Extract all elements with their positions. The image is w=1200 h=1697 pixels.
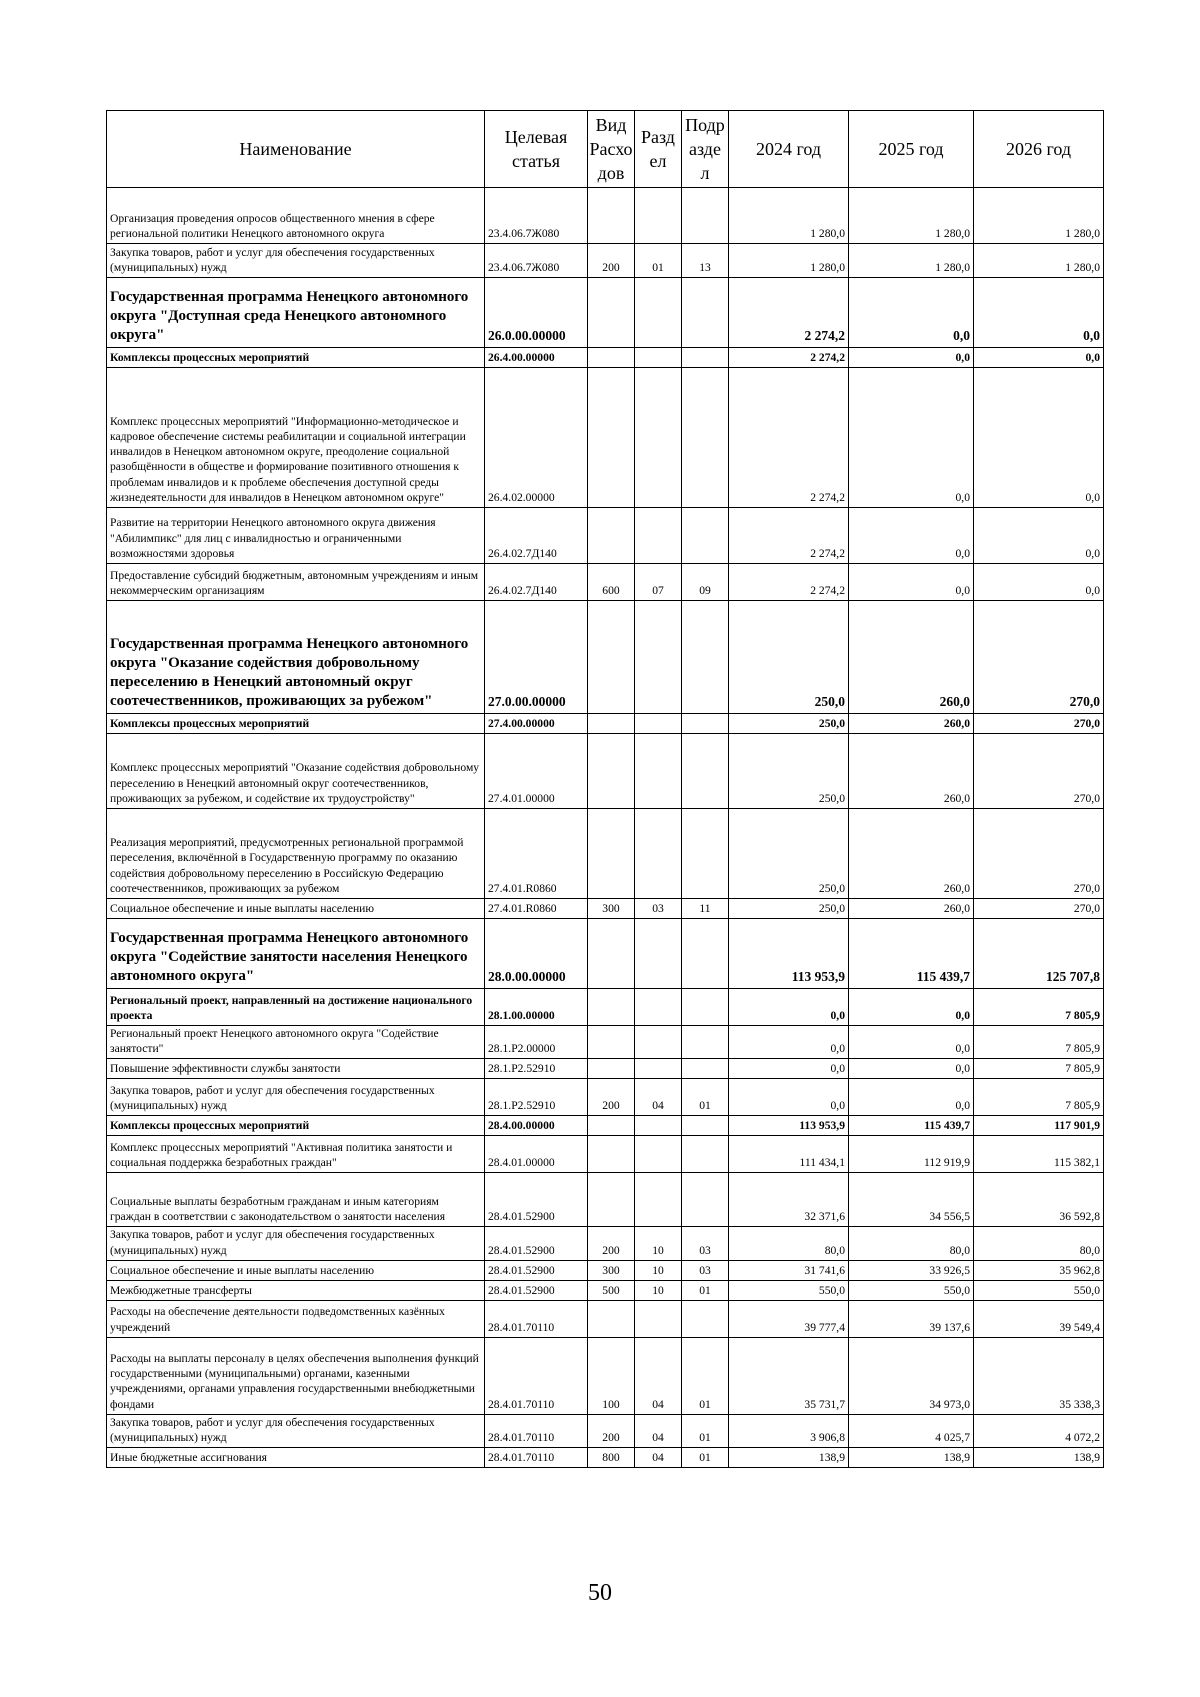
row-target-article: 28.1.P2.52910 bbox=[485, 1059, 588, 1079]
row-amount-2026: 80,0 bbox=[974, 1227, 1104, 1260]
row-section bbox=[635, 601, 682, 714]
row-amount-2026: 0,0 bbox=[974, 564, 1104, 601]
row-subsection bbox=[682, 1300, 729, 1337]
row-amount-2024: 3 906,8 bbox=[729, 1414, 849, 1447]
row-target-article: 26.0.00.00000 bbox=[485, 278, 588, 348]
row-amount-2024: 0,0 bbox=[729, 1079, 849, 1116]
row-name: Комплекс процессных мероприятий "Информационно-методическое и кадровое обеспечение системы реабилитации и социальной интеграции инвалидов в Ненецком автономном округе, преодоление социальной разобщённости в обществе и формирование позитивного отношения к проблемам инвалидов и к проблеме обеспечения доступной среды жизнедеятельности для инвалидов в Ненецком автономном округе" bbox=[107, 368, 485, 508]
row-subsection: 01 bbox=[682, 1280, 729, 1300]
row-amount-2025: 34 556,5 bbox=[849, 1173, 974, 1227]
row-subsection bbox=[682, 368, 729, 508]
row-name: Комплекс процессных мероприятий "Активная политика занятости и социальная поддержка безработных граждан" bbox=[107, 1136, 485, 1173]
row-section bbox=[635, 809, 682, 899]
table-row bbox=[107, 601, 1104, 714]
row-amount-2025: 260,0 bbox=[849, 601, 974, 714]
row-expense-type bbox=[588, 508, 635, 564]
row-name: Комплекс процессных мероприятий "Оказание содействия добровольному переселению в Ненецкий автономный округ соотечественников, проживающих за рубежом, и содействие их трудоустройству" bbox=[107, 734, 485, 809]
table-row bbox=[107, 1026, 1104, 1059]
table-row bbox=[107, 278, 1104, 348]
table-row bbox=[107, 1173, 1104, 1227]
row-subsection: 01 bbox=[682, 1414, 729, 1447]
budget-sheet bbox=[106, 110, 1103, 1468]
row-expense-type bbox=[588, 368, 635, 508]
row-target-article: 28.4.01.00000 bbox=[485, 1136, 588, 1173]
row-target-article: 27.0.00.00000 bbox=[485, 601, 588, 714]
row-amount-2024: 2 274,2 bbox=[729, 348, 849, 368]
row-name: Развитие на территории Ненецкого автономного округа движения "Абилимпикс" для лиц с инвалидностью и ограниченными возможностями здоровья bbox=[107, 508, 485, 564]
row-amount-2024: 113 953,9 bbox=[729, 919, 849, 989]
row-name: Расходы на обеспечение деятельности подведомственных казённых учреждений bbox=[107, 1300, 485, 1337]
row-amount-2024: 250,0 bbox=[729, 601, 849, 714]
row-name: Государственная программа Ненецкого автономного округа "Оказание содействия добровольному переселению в Ненецкий автономный округ соотечественников, проживающих за рубежом" bbox=[107, 601, 485, 714]
header-year-2026: 2026 год bbox=[974, 111, 1104, 188]
row-subsection bbox=[682, 714, 729, 734]
table-row bbox=[107, 809, 1104, 899]
row-name: Повышение эффективности службы занятости bbox=[107, 1059, 485, 1079]
row-amount-2024: 138,9 bbox=[729, 1448, 849, 1468]
row-expense-type bbox=[588, 734, 635, 809]
row-name: Социальное обеспечение и иные выплаты населению bbox=[107, 1260, 485, 1280]
header-subsection: Подр азде л bbox=[682, 111, 729, 188]
row-target-article: 26.4.02.00000 bbox=[485, 368, 588, 508]
row-subsection bbox=[682, 508, 729, 564]
row-amount-2025: 0,0 bbox=[849, 348, 974, 368]
row-amount-2026: 35 338,3 bbox=[974, 1337, 1104, 1414]
row-amount-2025: 80,0 bbox=[849, 1227, 974, 1260]
row-target-article: 28.1.P2.52910 bbox=[485, 1079, 588, 1116]
row-target-article: 27.4.01.00000 bbox=[485, 734, 588, 809]
table-body bbox=[107, 188, 1104, 1468]
row-expense-type: 200 bbox=[588, 244, 635, 278]
row-section bbox=[635, 1059, 682, 1079]
row-amount-2025: 4 025,7 bbox=[849, 1414, 974, 1447]
row-amount-2026: 1 280,0 bbox=[974, 244, 1104, 278]
table-row bbox=[107, 1260, 1104, 1280]
row-expense-type: 800 bbox=[588, 1448, 635, 1468]
row-amount-2026: 270,0 bbox=[974, 601, 1104, 714]
row-section bbox=[635, 348, 682, 368]
row-amount-2026: 7 805,9 bbox=[974, 989, 1104, 1026]
row-amount-2026: 7 805,9 bbox=[974, 1026, 1104, 1059]
row-amount-2024: 550,0 bbox=[729, 1280, 849, 1300]
row-amount-2026: 117 901,9 bbox=[974, 1116, 1104, 1136]
row-target-article: 23.4.06.7Ж080 bbox=[485, 244, 588, 278]
row-section: 04 bbox=[635, 1079, 682, 1116]
row-amount-2025: 1 280,0 bbox=[849, 188, 974, 244]
page-number: 50 bbox=[588, 1580, 612, 1606]
row-target-article: 28.1.P2.00000 bbox=[485, 1026, 588, 1059]
row-amount-2026: 550,0 bbox=[974, 1280, 1104, 1300]
row-amount-2025: 39 137,6 bbox=[849, 1300, 974, 1337]
row-section: 10 bbox=[635, 1260, 682, 1280]
row-target-article: 28.1.00.00000 bbox=[485, 989, 588, 1026]
row-amount-2026: 270,0 bbox=[974, 899, 1104, 919]
row-section bbox=[635, 734, 682, 809]
row-target-article: 26.4.02.7Д140 bbox=[485, 564, 588, 601]
row-expense-type: 200 bbox=[588, 1414, 635, 1447]
row-name: Региональный проект, направленный на достижение национального проекта bbox=[107, 989, 485, 1026]
row-amount-2026: 39 549,4 bbox=[974, 1300, 1104, 1337]
row-section bbox=[635, 278, 682, 348]
row-amount-2025: 260,0 bbox=[849, 809, 974, 899]
row-section bbox=[635, 1116, 682, 1136]
row-name: Социальное обеспечение и иные выплаты населению bbox=[107, 899, 485, 919]
row-amount-2024: 1 280,0 bbox=[729, 244, 849, 278]
row-expense-type bbox=[588, 348, 635, 368]
table-row bbox=[107, 188, 1104, 244]
row-name: Закупка товаров, работ и услуг для обеспечения государственных (муниципальных) нужд bbox=[107, 1227, 485, 1260]
row-amount-2024: 0,0 bbox=[729, 1059, 849, 1079]
row-expense-type bbox=[588, 188, 635, 244]
row-amount-2025: 0,0 bbox=[849, 508, 974, 564]
row-section bbox=[635, 919, 682, 989]
row-amount-2024: 31 741,6 bbox=[729, 1260, 849, 1280]
table-row bbox=[107, 919, 1104, 989]
row-subsection bbox=[682, 809, 729, 899]
row-expense-type bbox=[588, 1116, 635, 1136]
row-expense-type bbox=[588, 989, 635, 1026]
row-expense-type bbox=[588, 714, 635, 734]
row-subsection bbox=[682, 919, 729, 989]
header-name: Наименование bbox=[107, 111, 485, 188]
row-amount-2025: 0,0 bbox=[849, 368, 974, 508]
row-section: 10 bbox=[635, 1227, 682, 1260]
row-amount-2026: 7 805,9 bbox=[974, 1059, 1104, 1079]
row-amount-2026: 0,0 bbox=[974, 278, 1104, 348]
row-amount-2025: 112 919,9 bbox=[849, 1136, 974, 1173]
row-target-article: 28.4.01.70110 bbox=[485, 1300, 588, 1337]
row-expense-type bbox=[588, 1026, 635, 1059]
row-amount-2026: 35 962,8 bbox=[974, 1260, 1104, 1280]
row-name: Межбюджетные трансферты bbox=[107, 1280, 485, 1300]
row-name: Комплексы процессных мероприятий bbox=[107, 714, 485, 734]
row-section bbox=[635, 188, 682, 244]
row-amount-2026: 7 805,9 bbox=[974, 1079, 1104, 1116]
row-section bbox=[635, 1136, 682, 1173]
row-section: 10 bbox=[635, 1280, 682, 1300]
row-name: Государственная программа Ненецкого автономного округа "Содействие занятости населения Ненецкого автономного округа" bbox=[107, 919, 485, 989]
table-row bbox=[107, 1227, 1104, 1260]
budget-table bbox=[106, 110, 1104, 1468]
row-amount-2024: 1 280,0 bbox=[729, 188, 849, 244]
row-amount-2026: 0,0 bbox=[974, 368, 1104, 508]
row-target-article: 27.4.01.R0860 bbox=[485, 899, 588, 919]
row-section bbox=[635, 1026, 682, 1059]
row-amount-2025: 260,0 bbox=[849, 899, 974, 919]
row-target-article: 28.4.01.52900 bbox=[485, 1227, 588, 1260]
row-amount-2026: 0,0 bbox=[974, 508, 1104, 564]
row-amount-2025: 260,0 bbox=[849, 734, 974, 809]
row-target-article: 26.4.00.00000 bbox=[485, 348, 588, 368]
table-row bbox=[107, 734, 1104, 809]
row-name: Расходы на выплаты персоналу в целях обеспечения выполнения функций государственными (муниципальными) органами, казенными учреждениями, органами управления государственными внебюджетными фондами bbox=[107, 1337, 485, 1414]
row-expense-type bbox=[588, 919, 635, 989]
row-subsection bbox=[682, 278, 729, 348]
row-amount-2024: 32 371,6 bbox=[729, 1173, 849, 1227]
row-amount-2026: 0,0 bbox=[974, 348, 1104, 368]
table-row bbox=[107, 244, 1104, 278]
row-section: 04 bbox=[635, 1337, 682, 1414]
table-row bbox=[107, 714, 1104, 734]
row-target-article: 28.4.01.52900 bbox=[485, 1260, 588, 1280]
row-section: 01 bbox=[635, 244, 682, 278]
row-amount-2024: 250,0 bbox=[729, 734, 849, 809]
row-amount-2025: 0,0 bbox=[849, 278, 974, 348]
row-name: Региональный проект Ненецкого автономного округа "Содействие занятости" bbox=[107, 1026, 485, 1059]
row-amount-2026: 4 072,2 bbox=[974, 1414, 1104, 1447]
row-expense-type bbox=[588, 1300, 635, 1337]
table-row bbox=[107, 1136, 1104, 1173]
row-expense-type: 200 bbox=[588, 1079, 635, 1116]
row-section bbox=[635, 508, 682, 564]
row-target-article: 26.4.02.7Д140 bbox=[485, 508, 588, 564]
row-subsection bbox=[682, 734, 729, 809]
row-name: Иные бюджетные ассигнования bbox=[107, 1448, 485, 1468]
row-expense-type bbox=[588, 601, 635, 714]
row-target-article: 28.4.01.52900 bbox=[485, 1173, 588, 1227]
table-row bbox=[107, 348, 1104, 368]
row-subsection: 03 bbox=[682, 1227, 729, 1260]
row-amount-2026: 36 592,8 bbox=[974, 1173, 1104, 1227]
row-amount-2026: 115 382,1 bbox=[974, 1136, 1104, 1173]
row-amount-2026: 270,0 bbox=[974, 714, 1104, 734]
row-name: Комплексы процессных мероприятий bbox=[107, 1116, 485, 1136]
row-name: Реализация мероприятий, предусмотренных региональной программой переселения, включённой в Государственную программу по оказанию содействия добровольному переселению в Российскую Федерацию соотечественников, проживающих за рубежом bbox=[107, 809, 485, 899]
table-row bbox=[107, 368, 1104, 508]
row-expense-type bbox=[588, 1173, 635, 1227]
row-subsection: 01 bbox=[682, 1448, 729, 1468]
row-target-article: 23.4.06.7Ж080 bbox=[485, 188, 588, 244]
row-amount-2025: 115 439,7 bbox=[849, 1116, 974, 1136]
row-subsection: 01 bbox=[682, 1337, 729, 1414]
row-amount-2024: 39 777,4 bbox=[729, 1300, 849, 1337]
row-amount-2025: 115 439,7 bbox=[849, 919, 974, 989]
row-amount-2024: 0,0 bbox=[729, 989, 849, 1026]
row-amount-2024: 2 274,2 bbox=[729, 508, 849, 564]
row-subsection bbox=[682, 1173, 729, 1227]
row-section: 04 bbox=[635, 1448, 682, 1468]
row-amount-2024: 111 434,1 bbox=[729, 1136, 849, 1173]
table-row bbox=[107, 899, 1104, 919]
row-subsection bbox=[682, 601, 729, 714]
table-row bbox=[107, 1079, 1104, 1116]
row-section bbox=[635, 714, 682, 734]
row-amount-2024: 2 274,2 bbox=[729, 368, 849, 508]
row-subsection bbox=[682, 348, 729, 368]
row-name: Закупка товаров, работ и услуг для обеспечения государственных (муниципальных) нужд bbox=[107, 244, 485, 278]
row-target-article: 27.4.01.R0860 bbox=[485, 809, 588, 899]
row-expense-type bbox=[588, 1136, 635, 1173]
row-amount-2024: 35 731,7 bbox=[729, 1337, 849, 1414]
row-name: Закупка товаров, работ и услуг для обеспечения государственных (муниципальных) нужд bbox=[107, 1414, 485, 1447]
row-expense-type bbox=[588, 1059, 635, 1079]
row-expense-type bbox=[588, 278, 635, 348]
row-subsection bbox=[682, 989, 729, 1026]
row-amount-2026: 125 707,8 bbox=[974, 919, 1104, 989]
row-section bbox=[635, 1300, 682, 1337]
row-subsection bbox=[682, 1116, 729, 1136]
row-name: Предоставление субсидий бюджетным, автономным учреждениям и иным некоммерческим организациям bbox=[107, 564, 485, 601]
row-expense-type: 300 bbox=[588, 1260, 635, 1280]
row-section: 03 bbox=[635, 899, 682, 919]
table-row bbox=[107, 1059, 1104, 1079]
row-expense-type: 200 bbox=[588, 1227, 635, 1260]
row-section: 04 bbox=[635, 1414, 682, 1447]
row-amount-2026: 270,0 bbox=[974, 734, 1104, 809]
row-name: Государственная программа Ненецкого автономного округа "Доступная среда Ненецкого автономного округа" bbox=[107, 278, 485, 348]
table-row bbox=[107, 1280, 1104, 1300]
header-year-2025: 2025 год bbox=[849, 111, 974, 188]
row-amount-2025: 138,9 bbox=[849, 1448, 974, 1468]
row-target-article: 28.4.01.52900 bbox=[485, 1280, 588, 1300]
row-amount-2025: 550,0 bbox=[849, 1280, 974, 1300]
row-subsection: 09 bbox=[682, 564, 729, 601]
row-target-article: 27.4.00.00000 bbox=[485, 714, 588, 734]
row-subsection: 13 bbox=[682, 244, 729, 278]
row-section bbox=[635, 1173, 682, 1227]
row-subsection: 01 bbox=[682, 1079, 729, 1116]
row-amount-2025: 0,0 bbox=[849, 989, 974, 1026]
row-amount-2025: 1 280,0 bbox=[849, 244, 974, 278]
table-row bbox=[107, 1337, 1104, 1414]
row-amount-2024: 250,0 bbox=[729, 809, 849, 899]
row-target-article: 28.4.00.00000 bbox=[485, 1116, 588, 1136]
row-expense-type: 300 bbox=[588, 899, 635, 919]
row-subsection: 03 bbox=[682, 1260, 729, 1280]
table-row bbox=[107, 508, 1104, 564]
table-header-row bbox=[107, 111, 1104, 188]
row-section: 07 bbox=[635, 564, 682, 601]
row-amount-2025: 0,0 bbox=[849, 564, 974, 601]
row-amount-2026: 1 280,0 bbox=[974, 188, 1104, 244]
table-row bbox=[107, 564, 1104, 601]
row-expense-type: 100 bbox=[588, 1337, 635, 1414]
table-row bbox=[107, 1116, 1104, 1136]
header-section: Разд ел bbox=[635, 111, 682, 188]
row-subsection bbox=[682, 188, 729, 244]
row-name: Закупка товаров, работ и услуг для обеспечения государственных (муниципальных) нужд bbox=[107, 1079, 485, 1116]
row-expense-type: 500 bbox=[588, 1280, 635, 1300]
row-amount-2024: 2 274,2 bbox=[729, 564, 849, 601]
table-row bbox=[107, 1300, 1104, 1337]
row-amount-2025: 0,0 bbox=[849, 1026, 974, 1059]
header-target-article: Целевая статья bbox=[485, 111, 588, 188]
row-name: Комплексы процессных мероприятий bbox=[107, 348, 485, 368]
row-amount-2024: 113 953,9 bbox=[729, 1116, 849, 1136]
row-amount-2024: 250,0 bbox=[729, 714, 849, 734]
row-target-article: 28.4.01.70110 bbox=[485, 1414, 588, 1447]
table-row bbox=[107, 989, 1104, 1026]
row-subsection bbox=[682, 1059, 729, 1079]
row-target-article: 28.0.00.00000 bbox=[485, 919, 588, 989]
row-amount-2024: 80,0 bbox=[729, 1227, 849, 1260]
row-subsection bbox=[682, 1026, 729, 1059]
row-name: Организация проведения опросов общественного мнения в сфере региональной политики Ненецкого автономного округа bbox=[107, 188, 485, 244]
row-amount-2024: 2 274,2 bbox=[729, 278, 849, 348]
header-year-2024: 2024 год bbox=[729, 111, 849, 188]
row-amount-2025: 260,0 bbox=[849, 714, 974, 734]
row-amount-2024: 250,0 bbox=[729, 899, 849, 919]
row-target-article: 28.4.01.70110 bbox=[485, 1448, 588, 1468]
row-amount-2025: 33 926,5 bbox=[849, 1260, 974, 1280]
row-expense-type bbox=[588, 809, 635, 899]
row-amount-2026: 138,9 bbox=[974, 1448, 1104, 1468]
row-amount-2025: 0,0 bbox=[849, 1079, 974, 1116]
table-row bbox=[107, 1414, 1104, 1447]
row-section bbox=[635, 989, 682, 1026]
table-row bbox=[107, 1448, 1104, 1468]
row-subsection bbox=[682, 1136, 729, 1173]
row-amount-2024: 0,0 bbox=[729, 1026, 849, 1059]
row-subsection: 11 bbox=[682, 899, 729, 919]
row-section bbox=[635, 368, 682, 508]
row-amount-2025: 0,0 bbox=[849, 1059, 974, 1079]
row-amount-2025: 34 973,0 bbox=[849, 1337, 974, 1414]
row-target-article: 28.4.01.70110 bbox=[485, 1337, 588, 1414]
row-name: Социальные выплаты безработным гражданам и иным категориям граждан в соответствии с законодательством о занятости населения bbox=[107, 1173, 485, 1227]
row-amount-2026: 270,0 bbox=[974, 809, 1104, 899]
row-expense-type: 600 bbox=[588, 564, 635, 601]
header-expense-type: Вид Расхо дов bbox=[588, 111, 635, 188]
